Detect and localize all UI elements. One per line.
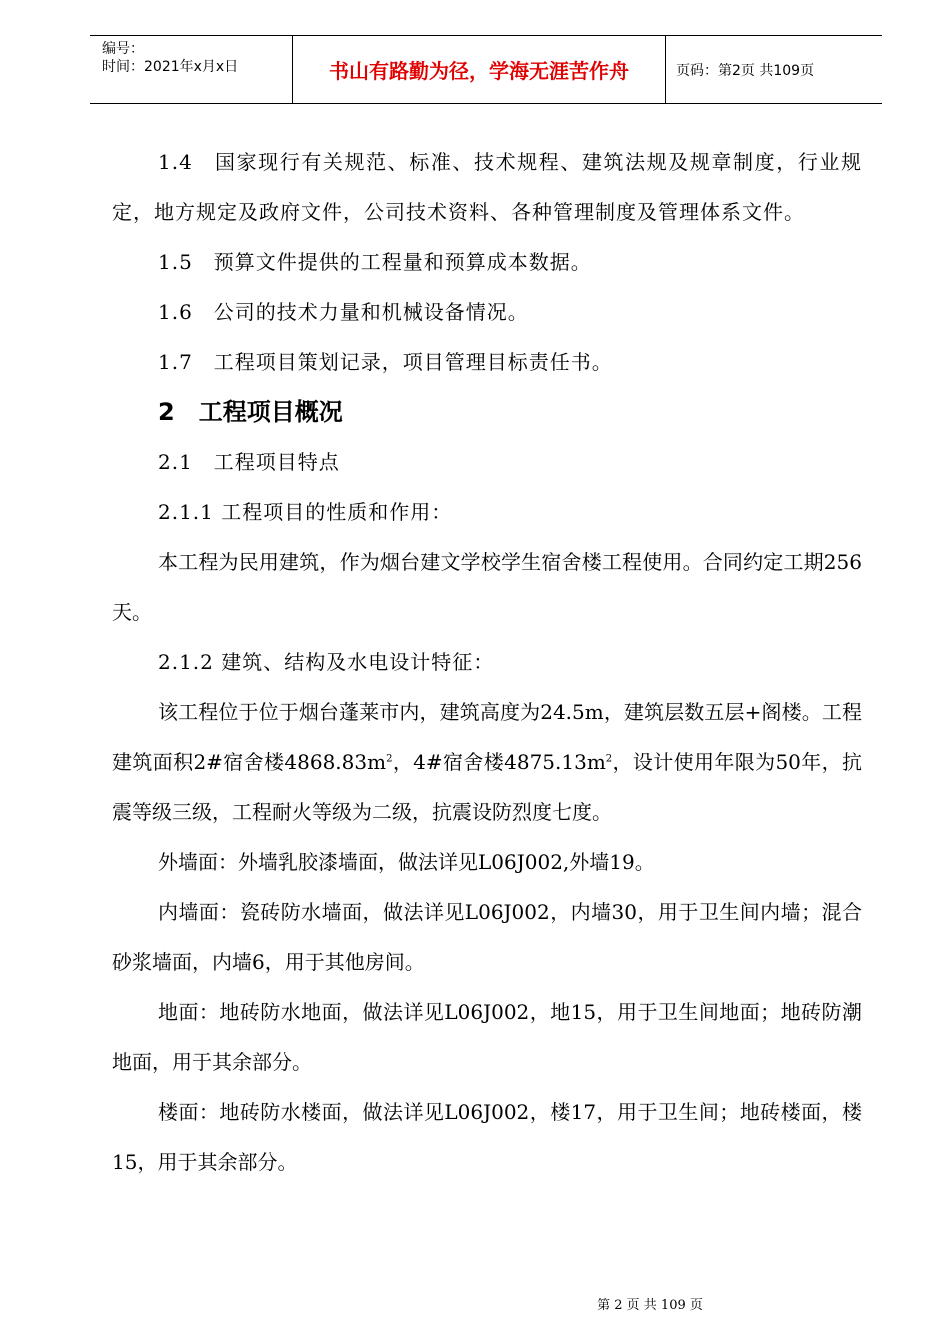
header-page-info: 页码：第2页 共109页: [676, 62, 815, 79]
header-time: 时间：2021年x月x日: [102, 59, 239, 75]
document-body: [112, 137, 862, 1187]
design-text-a: 该工程位于位于烟台蓬莱市内，建筑高度为24.5m，建筑层数五层+阁楼。工程建筑面积2#宿舍楼4868.83m: [112, 700, 862, 774]
paragraph-floor: 楼面：地砖防水楼面，做法详见L06J002，楼17，用于卫生间；地砖楼面，楼15，用于其余部分。: [112, 1100, 862, 1174]
page-header: [90, 35, 882, 104]
paragraph-design-features: [112, 687, 862, 837]
paragraph-ground: 地面：地砖防水地面，做法详见L06J002，地15，用于卫生间地面；地砖防潮地面，用于其余部分。: [112, 1000, 862, 1074]
superscript-1: 2: [386, 753, 393, 765]
page-footer: 第 2 页 共 109 页: [597, 1298, 703, 1313]
paragraph-1-7: 1.7 工程项目策划记录，项目管理目标责任书。: [158, 350, 613, 374]
header-code: 编号：: [102, 41, 144, 57]
design-text-b: ，4#宿舍楼4875.13m: [392, 750, 606, 774]
paragraph-nature: 本工程为民用建筑，作为烟台建文学校学生宿舍楼工程使用。合同约定工期256天。: [112, 550, 862, 624]
subheading-2-1-2: 2.1.2 建筑、结构及水电设计特征：: [158, 650, 495, 674]
paragraph-interior-wall: 内墙面：瓷砖防水墙面，做法详见L06J002，内墙30，用于卫生间内墙；混合砂浆墙面，内墙6，用于其他房间。: [112, 900, 862, 974]
header-motto: 书山有路勤为径，学海无涯苦作舟: [293, 36, 666, 103]
subheading-2-1-1: 2.1.1 工程项目的性质和作用：: [158, 500, 453, 524]
section-heading-2: 2 工程项目概况: [158, 398, 343, 426]
paragraph-exterior-wall: 外墙面：外墙乳胶漆墙面，做法详见L06J002,外墙19。: [158, 850, 655, 874]
design-text-c: ，设计使用年限为50年，抗震等级三级，工程耐火等级为二级，抗震设防烈度七度。: [112, 750, 862, 824]
header-meta: [90, 36, 293, 103]
paragraph-1-6: 1.6 公司的技术力量和机械设备情况。: [158, 300, 529, 324]
paragraph-1-4: 1.4 国家现行有关规范、标准、技术规程、建筑法规及规章制度，行业规定，地方规定及政府文件，公司技术资料、各种管理制度及管理体系文件。: [112, 150, 862, 224]
subheading-2-1: 2.1 工程项目特点: [158, 450, 340, 474]
paragraph-1-5: 1.5 预算文件提供的工程量和预算成本数据。: [158, 250, 592, 274]
superscript-2: 2: [605, 753, 613, 765]
